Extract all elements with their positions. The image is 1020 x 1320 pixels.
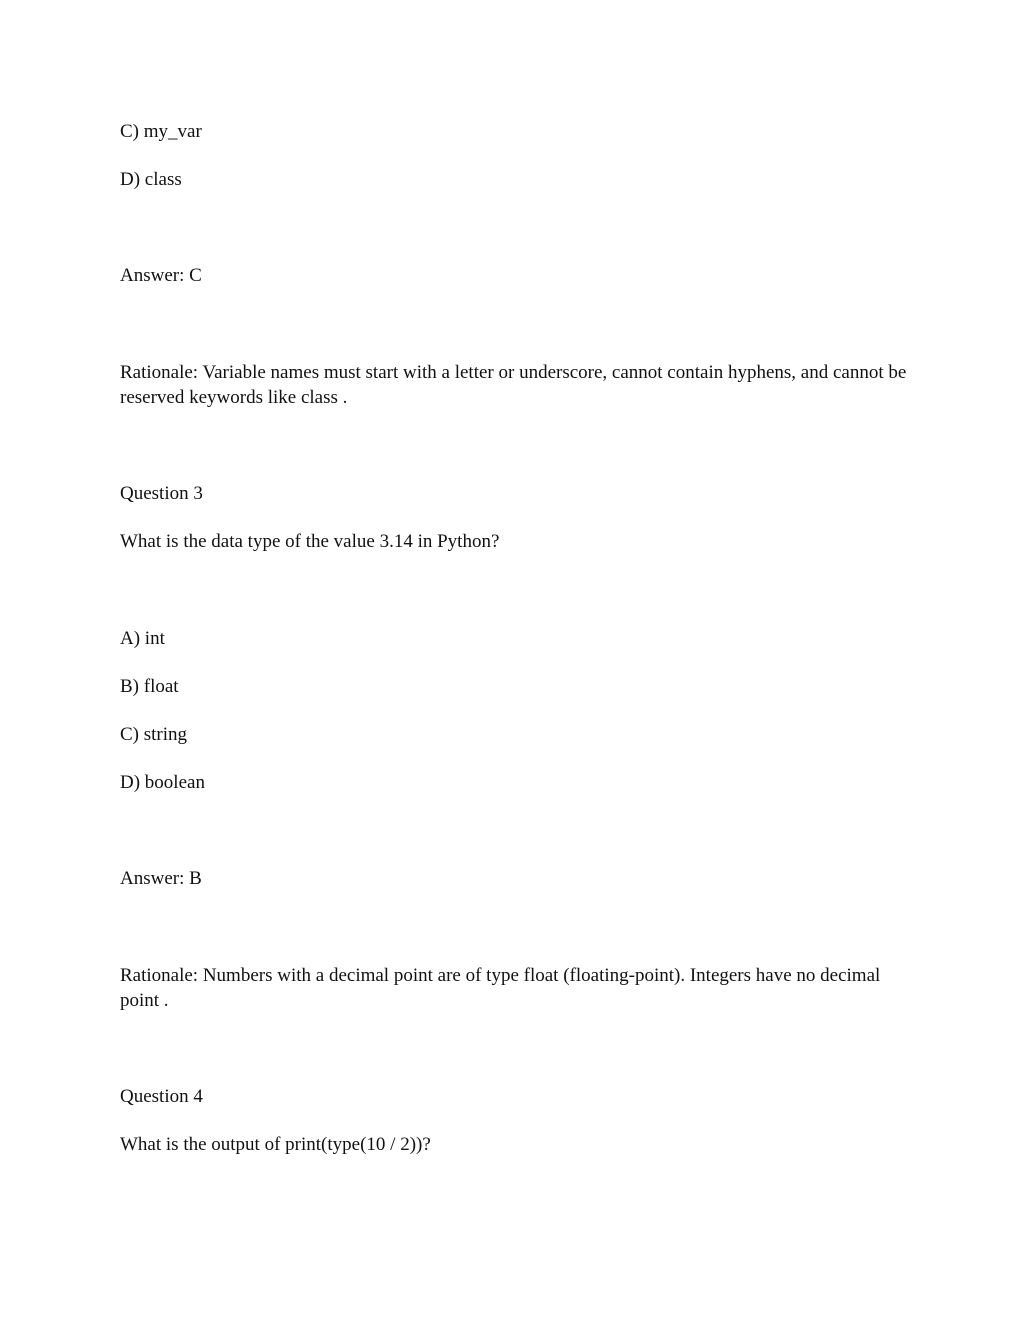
q3-rationale: Rationale: Numbers with a decimal point are of type float (floating-point). Integers have no decimal point . [120, 965, 881, 1011]
q2-answer: Answer: C [120, 265, 202, 286]
q3-option-b: B) float [120, 676, 179, 697]
q3-prompt: What is the data type of the value 3.14 in Python? [120, 531, 500, 552]
q3-option-a: A) int [120, 628, 165, 649]
q3-option-d: D) boolean [120, 772, 205, 793]
q2-option-c: C) my_var [120, 121, 202, 142]
q4-heading: Question 4 [120, 1086, 203, 1107]
q2-rationale: Rationale: Variable names must start with a letter or underscore, cannot contain hyphens, and cannot be reserved keywords like class . [120, 362, 907, 408]
q4-prompt: What is the output of print(type(10 / 2))? [120, 1134, 431, 1155]
q3-heading: Question 3 [120, 483, 203, 504]
q3-option-c: C) string [120, 724, 188, 745]
q2-option-d: D) class [120, 169, 182, 190]
q3-answer: Answer: B [120, 868, 202, 889]
